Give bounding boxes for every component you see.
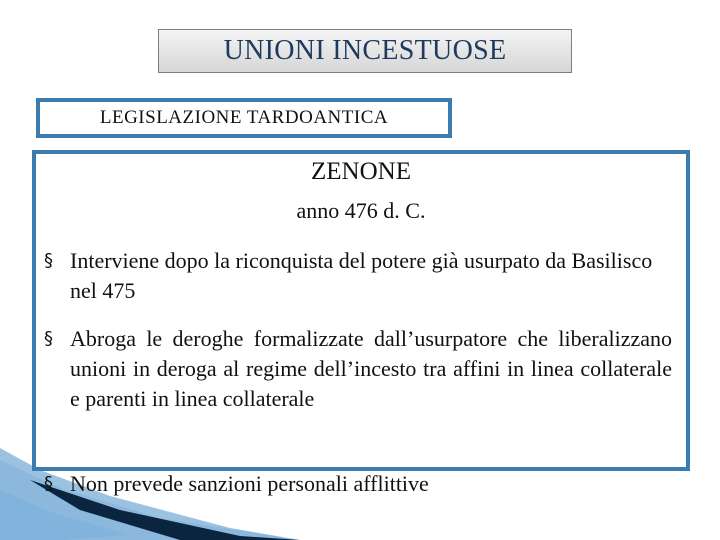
page-title: UNIONI INCESTUOSE bbox=[223, 35, 507, 66]
bullet-text: Interviene dopo la riconquista del potere già usurpato da Basilisco nel 475 bbox=[70, 248, 653, 303]
page-subtitle: LEGISLAZIONE TARDOANTICA bbox=[99, 107, 389, 128]
title-box bbox=[158, 29, 572, 73]
bullet-item bbox=[44, 246, 672, 306]
bullet-item bbox=[44, 324, 672, 414]
content-subheading: anno 476 d. C. bbox=[296, 198, 426, 223]
bullet-text: Non prevede sanzioni personali afflittive bbox=[70, 471, 429, 496]
bullet-marker: § bbox=[44, 473, 53, 494]
content-heading: ZENONE bbox=[311, 158, 411, 185]
bullet-marker: § bbox=[44, 250, 53, 271]
bullet-item bbox=[44, 469, 672, 499]
bullet-marker: § bbox=[44, 328, 53, 349]
subtitle-box bbox=[36, 98, 452, 138]
bullet-text: Abroga le deroghe formalizzate dall’usurpatore che liberalizzano unioni in deroga al regime dell’incesto tra affini in linea collaterale e parenti in linea collaterale bbox=[70, 326, 672, 411]
